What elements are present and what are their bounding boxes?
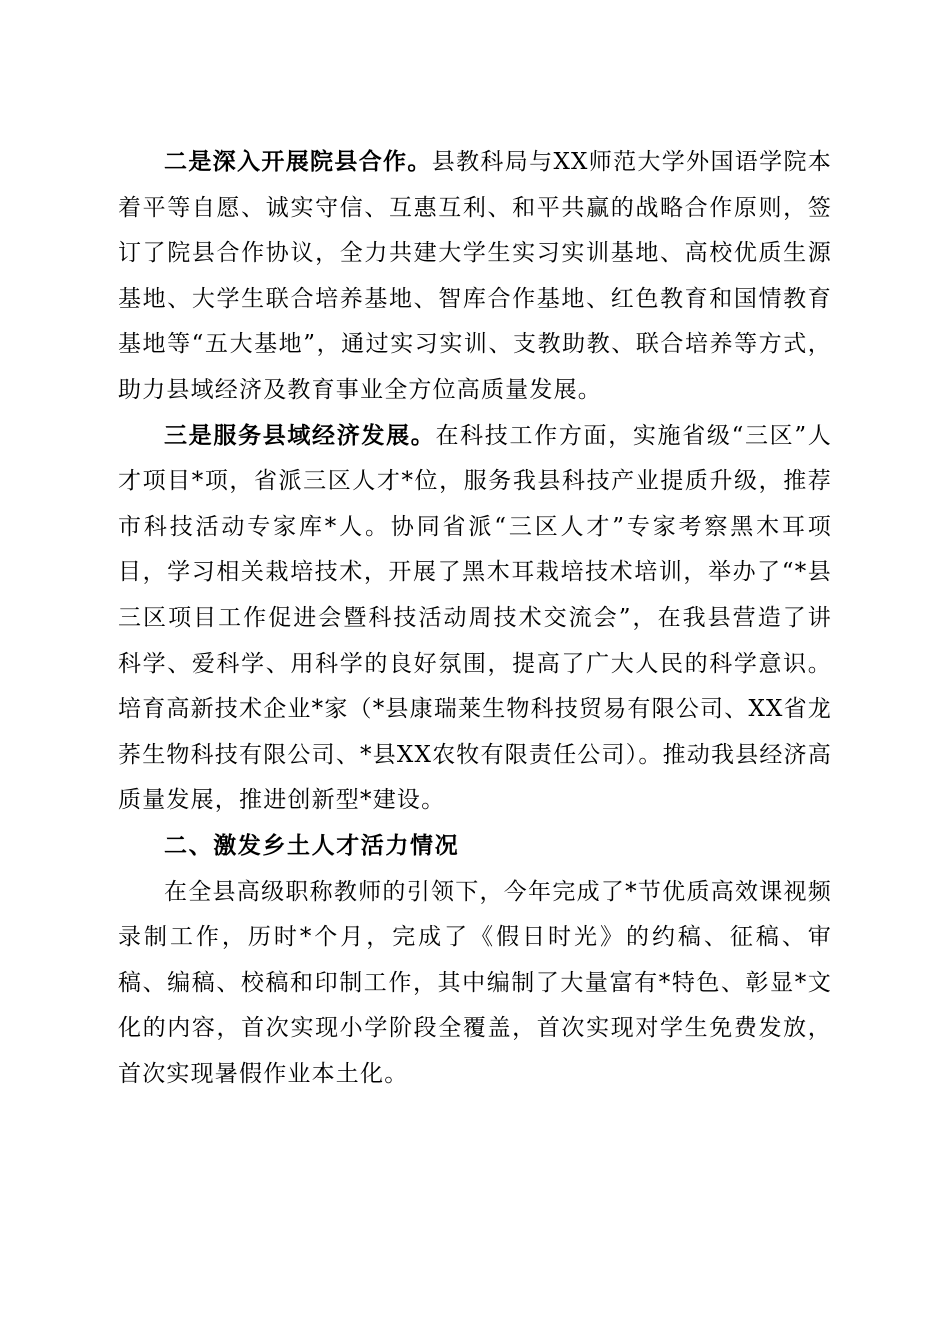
- document-body: [118, 140, 832, 1097]
- paragraph-county-college-cooperation: [118, 140, 832, 414]
- paragraph-lead-title: 二是深入开展院县合作。: [164, 149, 432, 175]
- section-heading: 二、激发乡土人才活力情况: [164, 832, 460, 859]
- paragraph-lead-title: 三是服务县域经济发展。: [164, 422, 436, 449]
- paragraph-text: 在全县高级职称教师的引领下，今年完成了*节优质高效课视频录制工作，历时*个月，完成了《假日时光》的约稿、征稿、审稿、编稿、校稿和印制工作，其中编制了大量富有*特色、彰显*文化的内容，首次实现小学阶段全覆盖，首次实现对学生免费发放，首次实现暑假作业本土化。: [118, 878, 832, 1087]
- paragraph-text: 县教科局与XX师范大学外国语学院本着平等自愿、诚实守信、互惠互利、和平共赢的战略合作原则，签订了院县合作协议，全力共建大学生实习实训基地、高校优质生源基地、大学生联合培养基地、智库合作基地、红色教育和国情教育基地等“五大基地”，通过实习实训、支教助教、联合培养等方式，助力县域经济及教育事业全方位高质量发展。: [118, 149, 832, 403]
- paragraph-local-talent: [118, 870, 832, 1098]
- paragraph-text: 在科技工作方面，实施省级“三区”人才项目*项，省派三区人才*位，服务我县科技产业提质升级，推荐市科技活动专家库*人。协同省派“三区人才”专家考察黑木耳项目，学习相关栽培技术，开展了黑木耳栽培技术培训，举办了“*县三区项目工作促进会暨科技活动周技术交流会”，在我县营造了讲科学、爱科学、用科学的良好氛围，提高了广大人民的科学意识。培育高新技术企业*家（*县康瑞莱生物科技贸易有限公司、XX省龙荞生物科技有限公司、*县XX农牧有限责任公司）。推动我县经济高质量发展，推进创新型*建设。: [118, 422, 832, 814]
- paragraph-county-economy-service: [118, 414, 832, 824]
